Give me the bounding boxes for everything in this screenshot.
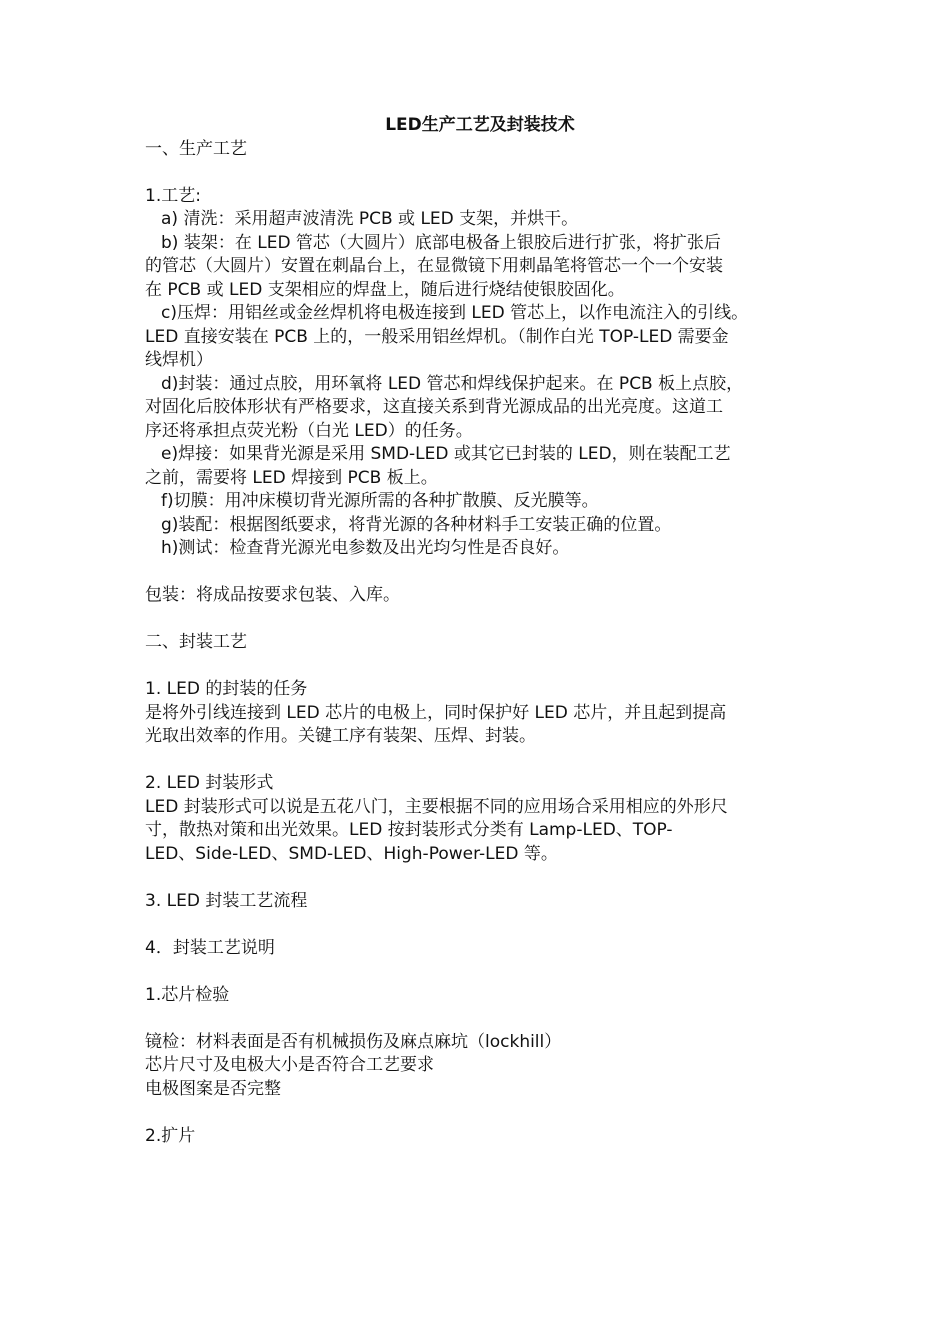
step-b-line3: 在 PCB 或 LED 支架相应的焊盘上，随后进行烧结使银胶固化。 (145, 279, 625, 300)
encap-form-line1: LED 封装形式可以说是五花八门，主要根据不同的应用场合采用相应的外形尺 (145, 796, 728, 817)
encap-form-line3: LED、Side-LED、SMD-LED、High-Power-LED 等。 (145, 843, 558, 864)
chip-inspection-line3: 电极图案是否完整 (145, 1078, 281, 1099)
encap-form-title: 2. LED 封装形式 (145, 773, 274, 793)
step-a: a) 清洗：采用超声波清洗 PCB 或 LED 支架，并烘干。 (161, 209, 579, 229)
document-page (145, 114, 815, 1148)
step-e-line2: 之前，需要将 LED 焊接到 PCB 板上。 (145, 467, 438, 488)
step-c-line1: c)压焊：用铝丝或金丝焊机将电极连接到 LED 管芯上，以作电流注入的引线。 (161, 303, 749, 323)
step-g: g)装配：根据图纸要求，将背光源的各种材料手工安装正确的位置。 (161, 514, 672, 535)
section-heading-encapsulation: 二、封装工艺 (145, 632, 247, 652)
expansion-title: 2.扩片 (145, 1125, 196, 1146)
document-title: LED生产工艺及封装技术 (385, 115, 575, 135)
encap-flow-title: 3. LED 封装工艺流程 (145, 890, 308, 911)
encap-desc-title: 4．封装工艺说明 (145, 937, 275, 958)
step-c-line2: LED 直接安装在 PCB 上的，一般采用铝丝焊机。（制作白光 TOP-LED 需要金 (145, 326, 729, 347)
encap-task-line1: 是将外引线连接到 LED 芯片的电极上，同时保护好 LED 芯片，并且起到提高 (145, 702, 727, 723)
encap-task-title: 1. LED 的封装的任务 (145, 679, 308, 699)
subheading-process: 1.工艺: (145, 185, 201, 206)
step-b-line1: b) 装架：在 LED 管芯（大圆片）底部电极备上银胶后进行扩张，将扩张后 (161, 232, 721, 253)
step-d-line1: d)封装：通过点胶，用环氧将 LED 管芯和焊线保护起来。在 PCB 板上点胶， (161, 373, 744, 394)
chip-inspection-line1: 镜检：材料表面是否有机械损伤及麻点麻坑（lockhill） (145, 1031, 562, 1052)
encap-form-line2: 寸，散热对策和出光效果。LED 按封装形式分类有 Lamp-LED、TOP- (145, 820, 673, 840)
chip-inspection-line2: 芯片尺寸及电极大小是否符合工艺要求 (145, 1055, 434, 1075)
step-d-line3: 序还将承担点荧光粉（白光 LED）的任务。 (145, 420, 473, 441)
step-c-line3: 线焊机） (145, 350, 213, 370)
step-b-line2: 的管芯（大圆片）安置在刺晶台上，在显微镜下用刺晶笔将管芯一个一个安装 (145, 256, 723, 276)
packaging-text: 包装：将成品按要求包装、入库。 (145, 585, 400, 605)
encap-task-line2: 光取出效率的作用。关键工序有装架、压焊、封装。 (145, 726, 536, 746)
chip-inspection-title: 1.芯片检验 (145, 984, 230, 1005)
step-f: f)切膜：用冲床模切背光源所需的各种扩散膜、反光膜等。 (161, 491, 599, 511)
step-e-line1: e)焊接：如果背光源是采用 SMD-LED 或其它已封装的 LED，则在装配工艺 (161, 444, 731, 464)
section-heading-production: 一、生产工艺 (145, 138, 247, 159)
step-d-line2: 对固化后胶体形状有严格要求，这直接关系到背光源成品的出光亮度。这道工 (145, 397, 723, 417)
step-h: h)测试：检查背光源光电参数及出光均匀性是否良好。 (161, 538, 570, 558)
